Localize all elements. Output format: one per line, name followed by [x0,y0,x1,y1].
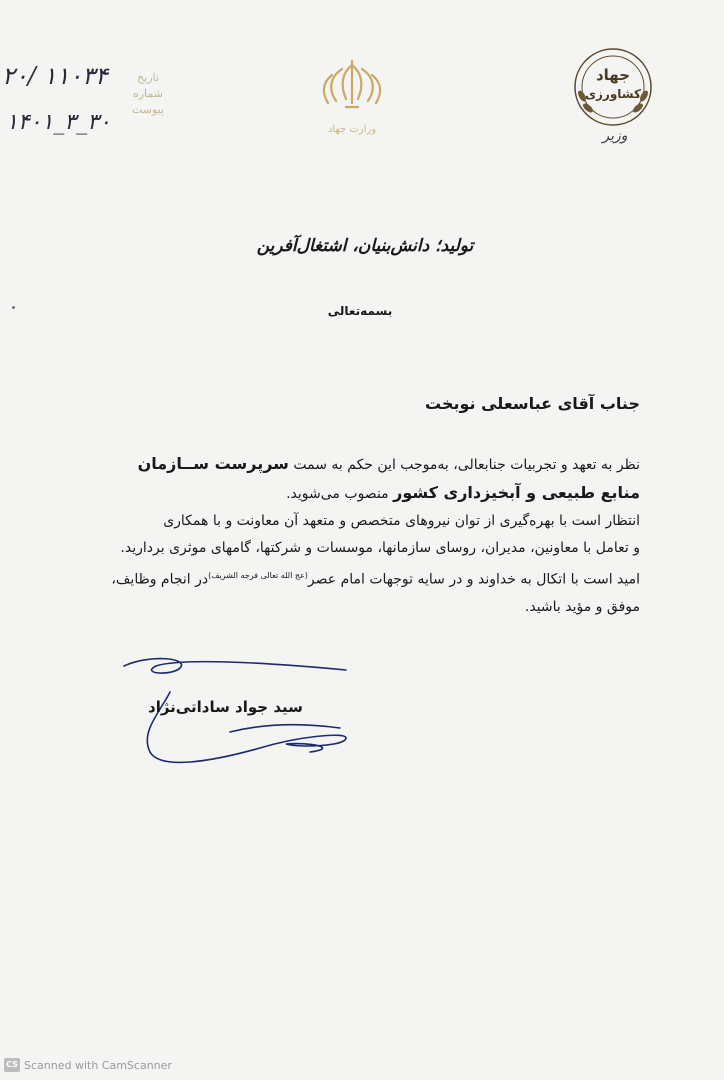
appointment-line-1 [112,450,640,479]
expectation-line-2: و تعامل با معاونین، مدیران، روسای سازمانها، موسسات و شرکتها، گامهای موثری بردارید. [120,540,640,556]
expectation-line-1: انتظار است با بهره‌گیری از توان نیروهای متخصص و متعهد آن معاونت و با همکاری [163,513,640,529]
addressee: جناب آقای عباسعلی نوبخت [425,394,640,413]
wishes-line-2: موفق و مؤید باشید. [524,598,640,615]
seal-title: جهاد [595,66,631,84]
camscanner-icon: CS [4,1058,20,1072]
signer-name: سید جواد ساداتی‌نژاد [148,698,303,716]
minister-label: وزیر [602,128,628,144]
seal-text [572,66,654,103]
faded-label-attachment: پیوست [131,103,165,116]
seal-subtitle: کشاورزی [585,87,641,101]
bismillah: بسمه‌تعالی [327,304,393,318]
appointment-text-b: منصوب می‌شوید. [286,486,394,502]
wishes-text-b: در انجام وظایف، [111,571,209,588]
wishes-text-a: امید است با اتکال به خداوند و در سایه توجهات امام عصر [307,571,640,588]
paragraph-expectation [112,508,640,562]
scanner-watermark [4,1058,172,1072]
letter-body [112,450,640,621]
faded-label-date: تاریخ [137,71,159,84]
wishes-line-1 [112,562,640,594]
paragraph-wishes [112,562,640,621]
handwritten-date: ۱۴۰۱_۳_۳۰ [6,110,111,135]
margin-dot [12,306,15,309]
faded-label-number: شماره [132,87,163,100]
scanner-label: Scanned with CamScanner [24,1058,172,1072]
appointment-line-2 [112,479,640,508]
paragraph-appointment [112,450,640,508]
handwritten-number: ۲۰/ ۱۱۰۳۴ [2,62,108,90]
appointment-position: سرپرست ســازمان [137,454,289,473]
faded-reference-labels [126,70,170,150]
national-emblem-icon [312,55,392,115]
year-slogan: تولید؛ دانش‌بنیان، اشتغال‌آفرین [256,236,474,256]
appointment-text-a: نظر به تعهد و تجربیات جنابعالی، به‌موجب این حکم به سمت [288,457,640,473]
organization-name: منابع طبیعی و آبخیزداری کشور [393,483,640,502]
emblem-caption: وزارت جهاد [327,124,377,135]
honorific-superscript: (عج الله تعالی فرجه الشریف) [208,571,308,580]
